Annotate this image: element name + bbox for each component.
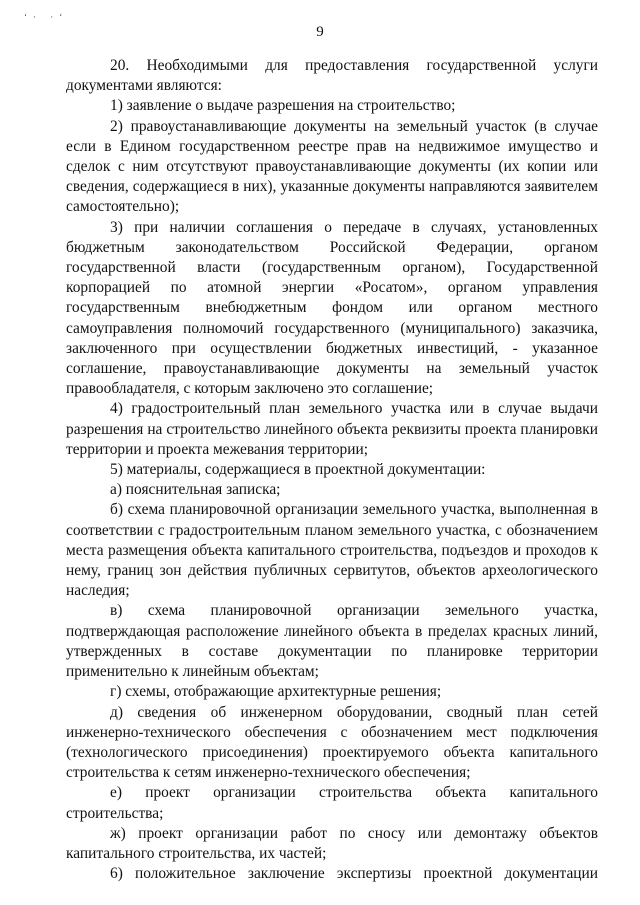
paragraph-5v-linear-object-scheme: в) схема планировочной организации земельного участка, подтверждающая расположение линейного объекта в пределах красных линий, утвержденных в составе документации по планировке территории применительно к линейным объектам; <box>66 602 598 681</box>
paragraph-2-title-documents: 2) правоустанавливающие документы на земельный участок (в случае если в Едином государственном реестре прав на недвижимое имущество и сделок с ним отсутствуют правоустанавливающие документы (их копии или сведения, содержащиеся в них), указанные документы направляются заявителем самостоятельно); <box>66 117 598 216</box>
paragraph-5g-architecture: г) схемы, отображающие архитектурные решения; <box>110 683 442 701</box>
paragraph-4-urban-plan: 4) градостроительный план земельного участка или в случае выдачи разрешения на строительство линейного объекта реквизиты проекта планировки территории и проекта межевания территории; <box>66 400 598 458</box>
paragraph-5e-construction-organization: е) проект организации строительства объекта капитального строительства; <box>66 784 598 822</box>
paragraph-3-agreement: 3) при наличии соглашения о передаче в случаях, установленных бюджетным законодательством Российской Федерации, органом государственной власти (государственным органом), Государственной корпорацией по атомной энергии «Росатом», органом управления государственным внебюджетным фондом или органом местного самоуправления полномочий государственного (муниципального) заказчика, заключенного при осуществлении бюджетных инвестиций, - указанное соглашение, правоустанавливающие документы на земельный участок правообладателя, с которым заключено это соглашение; <box>66 218 598 398</box>
paragraph-1-application: 1) заявление о выдаче разрешения на строительство; <box>110 97 456 115</box>
paragraph-6-expertise: 6) положительное заключение экспертизы проектной документации <box>110 865 598 883</box>
paragraph-5d-engineering: д) сведения об инженерном оборудовании, сводный план сетей инженерно-технического обеспечения с обозначением мест подключения (технологического присоединения) проектируемого объекта капитального строительства к сетям инженерно-технического обеспечения; <box>66 703 598 782</box>
paragraph-item-20-heading: 20. Необходимыми для предоставления государственной услуги документами являются: <box>66 57 598 95</box>
paragraph-5zh-demolition: ж) проект организации работ по сносу или демонтажу объектов капитального строительства, их частей; <box>66 824 598 862</box>
scan-mark: ʻ· ·ʻ <box>24 12 69 22</box>
document-body <box>66 56 598 884</box>
paragraph-5a-explanatory-note: а) пояснительная записка; <box>110 481 281 499</box>
paragraph-5b-site-scheme: б) схема планировочной организации земельного участка, выполненная в соответствии с градостроительным планом земельного участка, с обозначением места размещения объекта капитального строительства, подъездов и проходов к нему, границ зон действия публичных сервитутов, объектов археологического наследия; <box>66 501 598 600</box>
paragraph-5-project-materials: 5) материалы, содержащиеся в проектной документации: <box>110 461 486 479</box>
page-number: 9 <box>316 24 324 40</box>
